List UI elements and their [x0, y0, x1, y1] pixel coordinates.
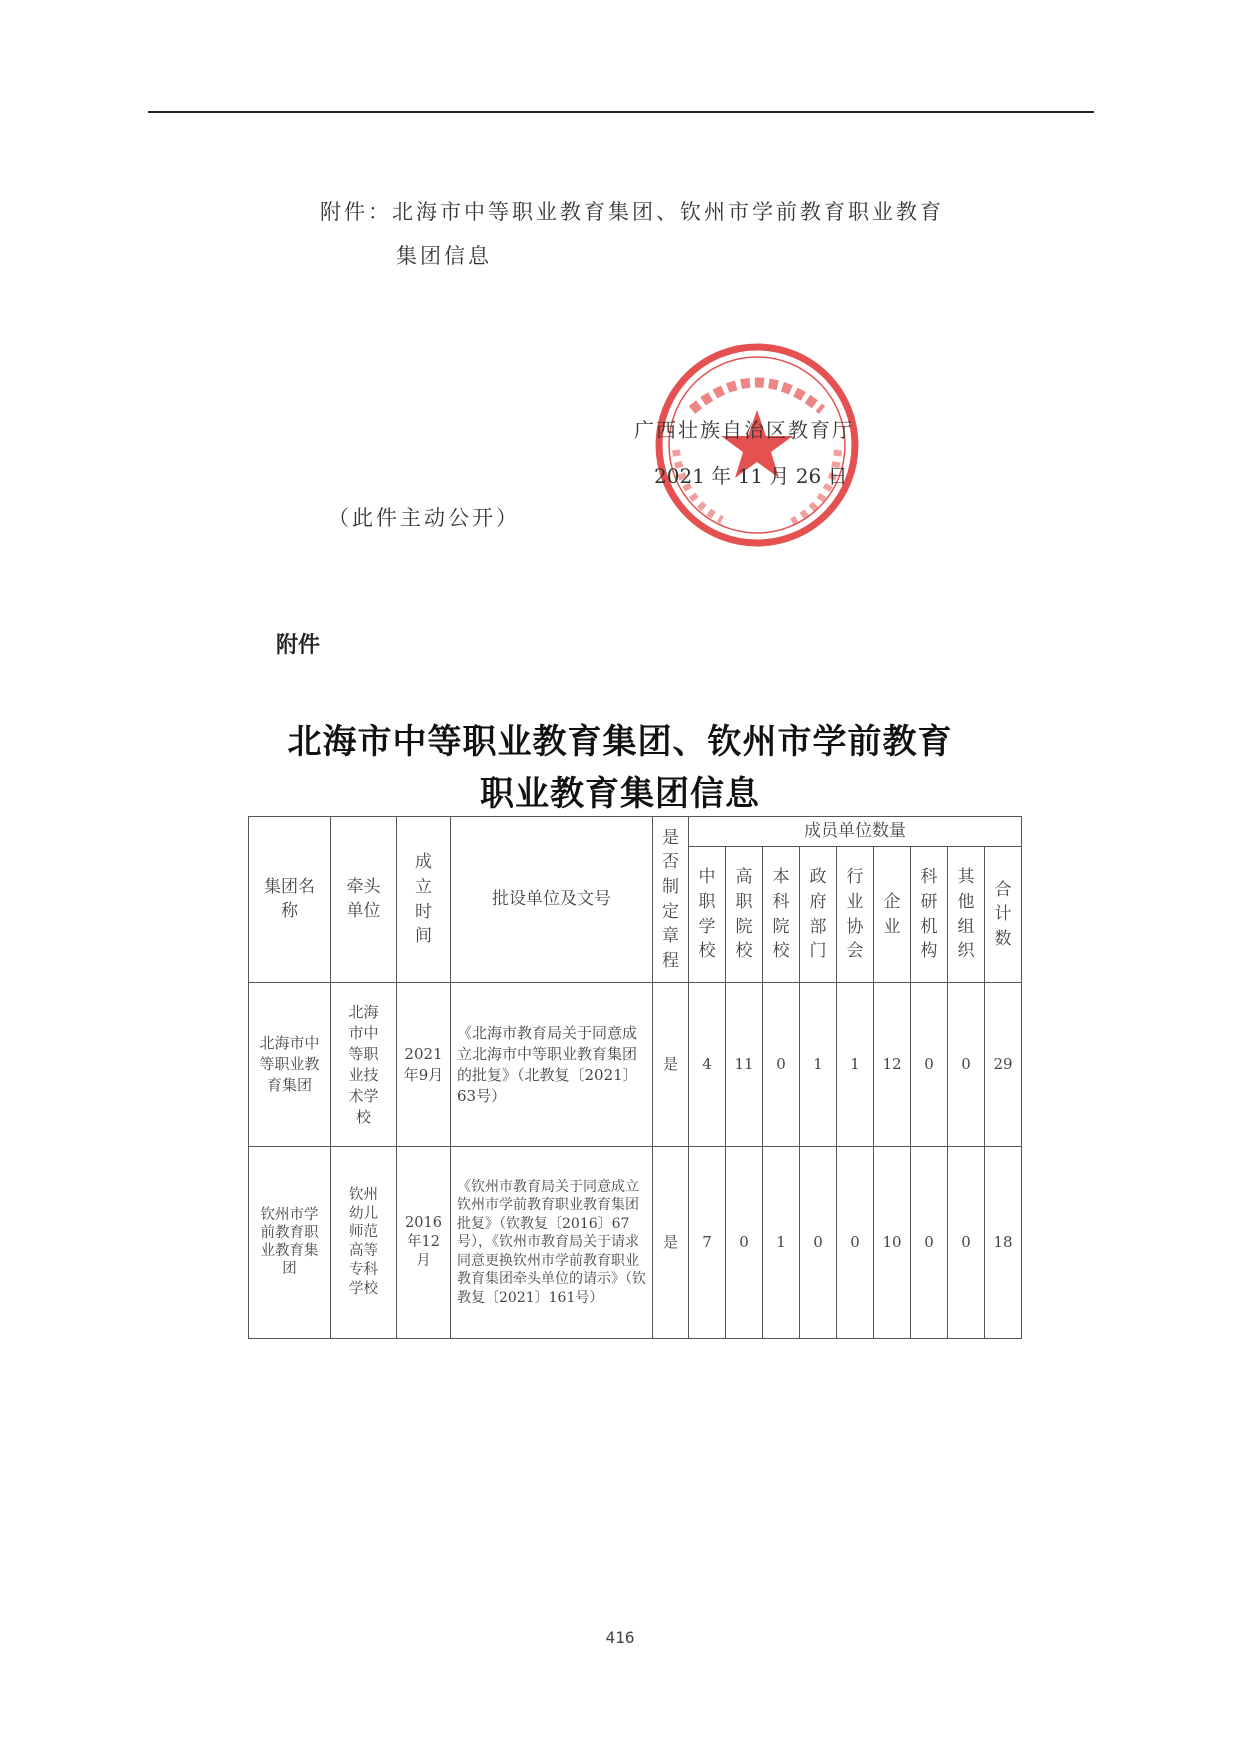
cell-founded: 2021年9月 [397, 983, 451, 1147]
issue-date: 2021 年 11 月 26 日 [654, 464, 848, 488]
cell-count: 18 [985, 1147, 1022, 1339]
cell-count: 0 [911, 1147, 948, 1339]
cell-count: 7 [689, 1147, 726, 1339]
cell-count: 0 [948, 983, 985, 1147]
official-seal-icon [652, 340, 862, 550]
cell-founded: 2016年12月 [397, 1147, 451, 1339]
header-founded: 成立时间 [397, 817, 451, 983]
cell-lead-unit: 钦州幼儿师范高等专科学校 [331, 1147, 397, 1339]
header-government: 政府部门 [800, 847, 837, 983]
cell-count: 10 [874, 1147, 911, 1339]
cell-approval: 《钦州市教育局关于同意成立钦州市学前教育职业教育集团批复》（钦教复〔2016〕67号），《钦州市教育局关于请求同意更换钦州市学前教育职业教育集团牵头单位的请示》（钦教复〔2021〕161号） [451, 1147, 653, 1339]
cell-charter: 是 [653, 983, 689, 1147]
annex-heading-line2: 集团信息 [396, 244, 492, 268]
header-secondary-vocational: 中职学校 [689, 847, 726, 983]
cell-count: 0 [948, 1147, 985, 1339]
cell-group-name: 钦州市学前教育职业教育集团 [249, 1147, 331, 1339]
header-charter: 是否制定章程 [653, 817, 689, 983]
cell-approval: 《北海市教育局关于同意成立北海市中等职业教育集团的批复》（北教复〔2021〕63号） [451, 983, 653, 1147]
cell-count: 12 [874, 983, 911, 1147]
cell-count: 0 [911, 983, 948, 1147]
cell-count: 0 [800, 1147, 837, 1339]
cell-charter: 是 [653, 1147, 689, 1339]
group-info-table [248, 816, 1022, 1339]
header-total: 合计数 [985, 847, 1022, 983]
issuer-name: 广西壮族自治区教育厅 [634, 418, 854, 442]
header-group-name: 集团名称 [249, 817, 331, 983]
header-enterprise: 企业 [874, 847, 911, 983]
cell-count: 0 [763, 983, 800, 1147]
attachment-title-line1: 北海市中等职业教育集团、钦州市学前教育 [287, 722, 953, 762]
header-undergraduate: 本科院校 [763, 847, 800, 983]
cell-count: 1 [800, 983, 837, 1147]
header-lead-unit: 牵头单位 [331, 817, 397, 983]
cell-count: 11 [726, 983, 763, 1147]
cell-group-name: 北海市中等职业教育集团 [249, 983, 331, 1147]
cell-count: 0 [837, 1147, 874, 1339]
cell-lead-unit: 北海市中等职业技术学校 [331, 983, 397, 1147]
cell-count: 29 [985, 983, 1022, 1147]
header-approval: 批设单位及文号 [451, 817, 653, 983]
header-other-org: 其他组织 [948, 847, 985, 983]
header-rule [148, 111, 1094, 113]
table-row [249, 983, 1022, 1147]
table-row [249, 1147, 1022, 1339]
attachment-title-line2: 职业教育集团信息 [480, 774, 760, 814]
header-research: 科研机构 [911, 847, 948, 983]
annex-heading-line1: 附件：北海市中等职业教育集团、钦州市学前教育职业教育 [320, 200, 944, 224]
header-industry-assoc: 行业协会 [837, 847, 874, 983]
disclosure-note: （此件主动公开） [328, 506, 520, 530]
cell-count: 4 [689, 983, 726, 1147]
header-member-count: 成员单位数量 [689, 817, 1022, 847]
cell-count: 0 [726, 1147, 763, 1339]
cell-count: 1 [837, 983, 874, 1147]
page-number: 416 [605, 1628, 635, 1647]
cell-count: 1 [763, 1147, 800, 1339]
header-higher-vocational: 高职院校 [726, 847, 763, 983]
attachment-label: 附件 [276, 633, 321, 658]
